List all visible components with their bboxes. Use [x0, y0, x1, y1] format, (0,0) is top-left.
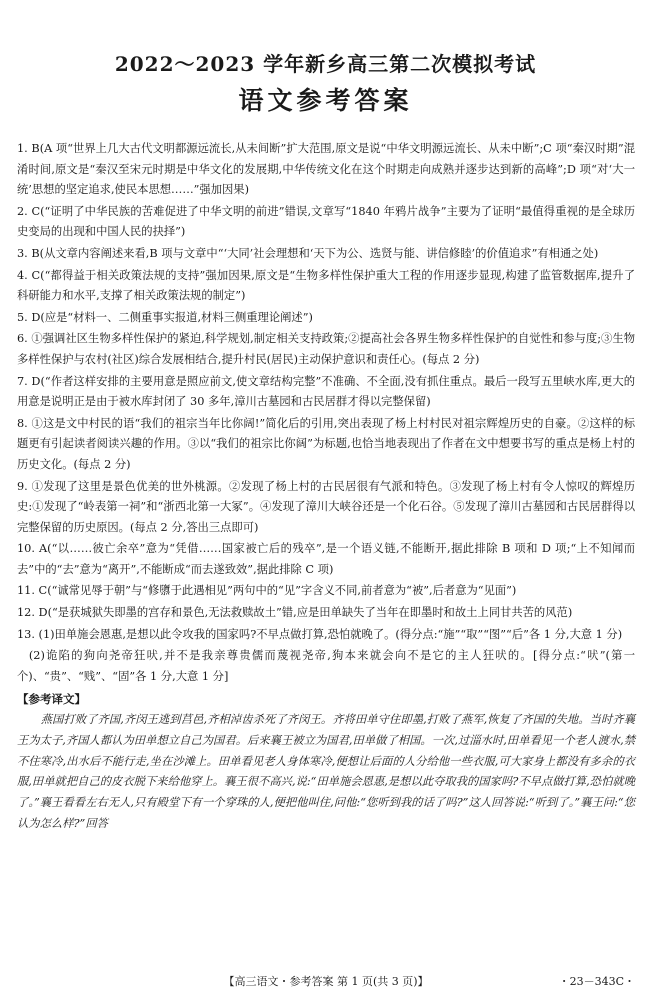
page-footer [17, 972, 635, 992]
footer-page-info: 【高三语文・参考答案 第 1 页(共 3 页)】 [223, 975, 429, 988]
answer-item-2: 2. C(“证明了中华民族的苦难促进了中华文明的前进”错误,文章写“1840 年鸦片战争”主要为了证明“最值得重视的是全球历史变局的出现和中国人民的抉择”) [17, 204, 635, 239]
answer-item-7: 7. D(“作者这样安排的主要用意是照应前文,使文章结构完整”不准确、不全面,没有抓住重点。最后一段写五里峡水库,更大的用意是说明正是由于被水库封闭了 30 多年,漳川古墓园和古民居群才得以完整保留) [17, 374, 635, 409]
answer-item-12: 12. D(“是获城狱失即墨的宫存和景色,无法救赎故土”错,应是田单缺失了当年在即墨时和故土上同甘共苦的风范) [17, 606, 573, 620]
answer-content [17, 139, 635, 835]
answer-item-10: 10. A(“以……彼亡余卒”意为“凭借……国家被亡后的残卒”,是一个语义链,不能断开,据此排除 B 项和 D 项;“上不知闻而去”中的“去”意为“离开”,不能断成“而去遂致效”,据此排除 C 项) [17, 542, 635, 576]
answer-item-5: 5. D(应是“材料一、二侧重事实报道,材料三侧重理论阐述”) [17, 310, 313, 324]
answer-item-9: 9. ①发现了这里是景色优美的世外桃源。②发现了杨上村的古民居很有气派和特色。③发现了杨上村有令人惊叹的辉煌历史:①发现了“岭表第一祠”和“浙西北第一大冢”。④发现了漳川大峡谷还是一个化石谷。⑤发现了漳川古墓园和古民居群得以完整保留的历史原因。(每点 2 分,答出三点即可) [17, 479, 635, 534]
answer-item-11: 11. C(“诚常见辱于朝”与“修隳于此遇相见”两句中的“见”字含义不同,前者意为“被”,后者意为“见面”) [17, 584, 517, 598]
answer-item-13-1: 13. (1)田单施会恩惠,是想以此令攻我的国家吗?不早点做打算,恐怕就晚了。(得分点:“施”“取”“图”“后”各 1 分,大意 1 分) [17, 627, 623, 641]
page-subtitle: 语文参考答案 [238, 86, 413, 115]
answer-item-6: 6. ①强调社区生物多样性保护的紧迫,科学规划,制定相关支持政策;②提高社会各界生物多样性保护的自觉性和参与度;③生物多样性保护与农村(社区)综合发展相结合,提升村民(居民)主动保护意识和责任心。(每点 2 分) [17, 332, 635, 366]
answer-item-8: 8. ①这是文中村民的语“我们的祖宗当年比你阔!”简化后的引用,突出表现了杨上村村民对祖宗辉煌历史的自豪。②这样的标题更有引起读者阅读兴趣的作用。③以“我们的祖宗比你阔”为标题,也恰当地表现出了作者在文中想要书写的重点是杨上村的历史文化。(每点 2 分) [17, 416, 635, 471]
footer-code: ・23－343C・ [558, 975, 635, 988]
answer-item-4: 4. C(“都得益于相关政策法规的支持”强加因果,原文是“生物多样性保护重大工程的作用逐步显现,构建了监管数据库,提升了科研能力和水平,支撑了相关政策法规的制定”) [17, 268, 635, 303]
answer-item-13-2: (2)诡陷的狗向尧帝狂吠,并不是我亲尊贵儒而蔑视尧帝,狗本来就会向不是它的主人狂吠的。[得分点:“吠”(第一个)、“贵”、“贱”、“固”各 1 分,大意 1 分] [17, 649, 635, 683]
translation-text: 燕国打败了齐国,齐闵王逃到莒邑,齐相淖齿杀死了齐闵王。齐将田单守住即墨,打败了燕军,恢复了齐国的失地。当时齐襄王为太子,齐国人都认为田单想立自己为国君。后来襄王被立为国君,田单做了相国。一次,过淄水时,田单看见一个老人渡水,禁不住寒冷,出水后不能行走,坐在沙滩上。田单看见老人身体寒冷,便想让后面的人分给他一些衣服,可大家身上都没有多余的衣服,田单就把自己的皮衣脱下来给他穿上。襄王很不高兴,说:“田单施会恩惠,是想以此夺取我的国家吗?不早点做打算,恐怕就晚了。”襄王看看左右无人,只有殿堂下有一个穿珠的人,便把他叫住,问他:“您听到我的话了吗?”这人回答说:“听到了。”襄王问:“您认为怎么样?”回答 [17, 713, 635, 831]
translation-heading: 【参考译文】 [17, 692, 86, 707]
answer-item-3: 3. B(从文章内容阐述来看,B 项与文章中“‘大同’社会理想和‘天下为公、选贤与能、讲信修睦’的价值追求”有相通之处) [17, 246, 599, 260]
page-title: 2022～2023 学年新乡高三第二次模拟考试 [114, 52, 537, 76]
answer-item-1: 1. B(A 项“世界上几大古代文明都源远流长,从未间断”扩大范围,原文是说“中华文明源远流长、从未中断”;C 项“秦汉时期”混淆时间,原文是“秦汉至宋元时期是中华文化的发展期,中华传统文化在这个时期走向成熟并逐步达到新的高峰”;D 项“对‘大一统’思想的坚定追求,使民本思想……”强加因果) [17, 142, 635, 197]
